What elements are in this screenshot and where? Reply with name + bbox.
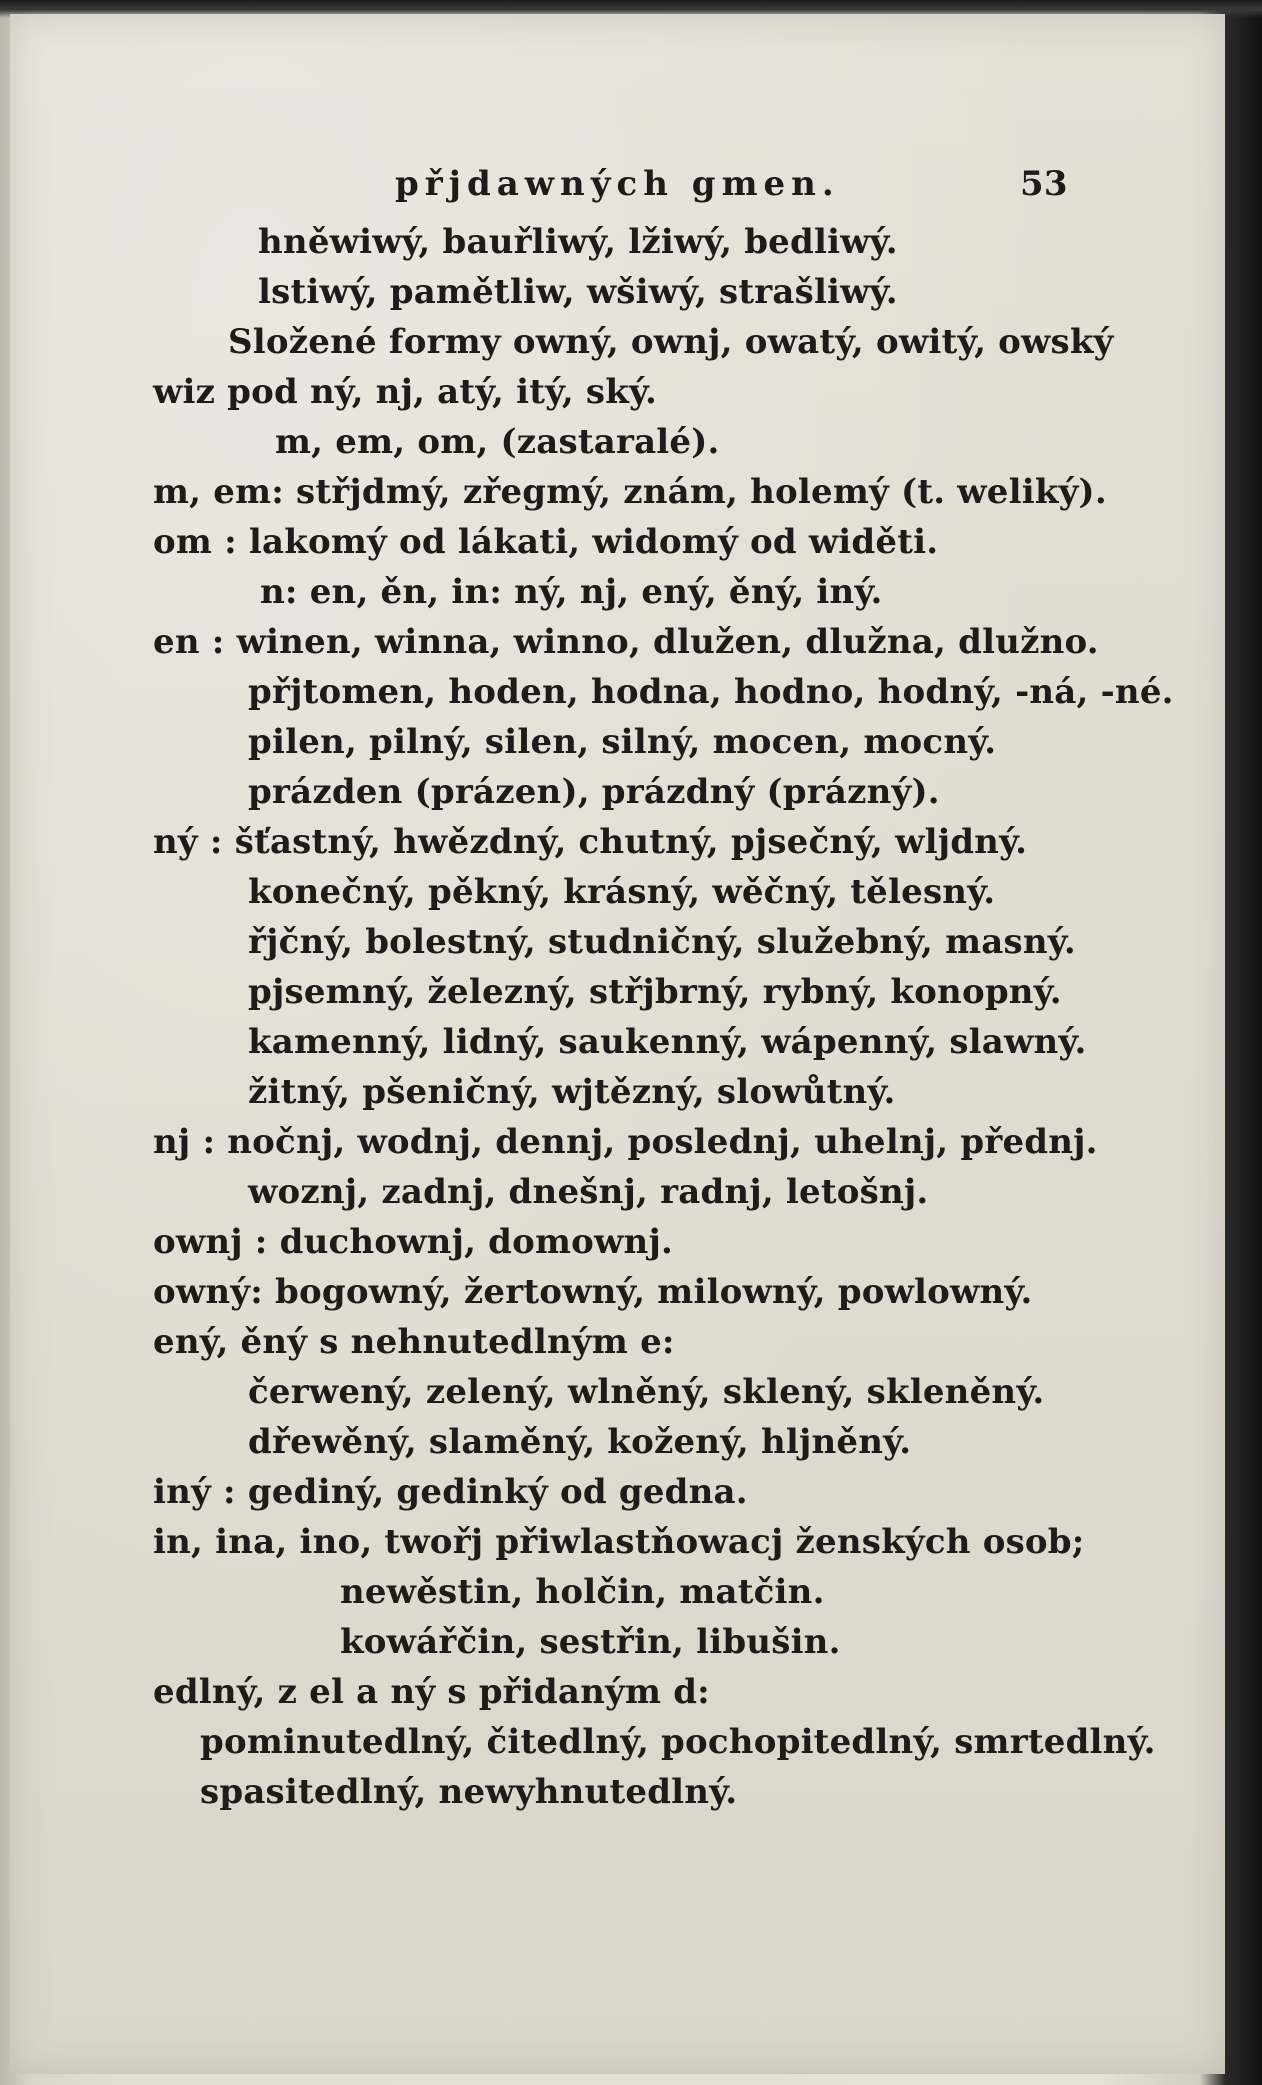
text-line: iný : gediný, gedinký od gedna. bbox=[153, 1472, 748, 1512]
text-line: m, em, om, (zastaralé). bbox=[275, 422, 720, 462]
text-line: woznj, zadnj, dnešnj, radnj, letošnj. bbox=[248, 1172, 929, 1212]
text-line: ný : šťastný, hwězdný, chutný, pjsečný, wljdný. bbox=[153, 822, 1028, 862]
text-line: hněwiwý, bauřliwý, lžiwý, bedliwý. bbox=[258, 222, 898, 262]
page-number: 53 bbox=[1020, 164, 1068, 204]
text-line: n: en, ěn, in: ný, nj, ený, ěný, iný. bbox=[260, 572, 883, 612]
text-line: kamenný, lidný, saukenný, wápenný, slawný. bbox=[248, 1022, 1087, 1062]
text-line: konečný, pěkný, krásný, wěčný, tělesný. bbox=[248, 872, 996, 912]
text-line: pominutedlný, čitedlný, pochopitedlný, smrtedlný. bbox=[200, 1722, 1156, 1762]
text-line: spasitedlný, newyhnutedlný. bbox=[200, 1772, 738, 1812]
text-line: ownj : duchownj, domownj. bbox=[153, 1222, 673, 1262]
text-line: dřewěný, slaměný, kožený, hljněný. bbox=[248, 1422, 912, 1462]
text-line: in, ina, ino, twořj přiwlastňowacj ženských osob; bbox=[153, 1522, 1085, 1562]
running-header-title: přjdawných gmen. bbox=[395, 164, 840, 204]
text-line: nj : nočnj, wodnj, dennj, poslednj, uhelnj, přednj. bbox=[153, 1122, 1098, 1162]
text-line: pjsemný, železný, střjbrný, rybný, konopný. bbox=[248, 972, 1062, 1012]
text-line: owný: bogowný, žertowný, milowný, powlowný. bbox=[153, 1272, 1033, 1312]
text-line: ený, ěný s nehnutedlným e: bbox=[153, 1322, 675, 1362]
text-line: m, em: střjdmý, zřegmý, znám, holemý (t. weliký). bbox=[153, 472, 1107, 512]
text-line: přjtomen, hoden, hodna, hodno, hodný, -ná, -né. bbox=[248, 672, 1174, 712]
text-line: edlný, z el a ný s přidaným d: bbox=[153, 1672, 710, 1712]
text-line: en : winen, winna, winno, dlužen, dlužna, dlužno. bbox=[153, 622, 1099, 662]
text-line: pilen, pilný, silen, silný, mocen, mocný. bbox=[248, 722, 997, 762]
text-line: čerwený, zelený, wlněný, sklený, skleněný. bbox=[248, 1372, 1045, 1412]
text-line: om : lakomý od lákati, widomý od widěti. bbox=[153, 522, 939, 562]
text-line: prázden (prázen), prázdný (prázný). bbox=[248, 772, 940, 812]
text-line: žitný, pšeničný, wjtězný, slowůtný. bbox=[248, 1072, 896, 1112]
text-line: Složené formy owný, ownj, owatý, owitý, owský bbox=[228, 322, 1114, 362]
text-line: kowářčin, sestřin, libušin. bbox=[340, 1622, 841, 1662]
text-line: lstiwý, pamětliw, wšiwý, strašliwý. bbox=[258, 272, 898, 312]
text-line: wiz pod ný, nj, atý, itý, ský. bbox=[153, 372, 658, 412]
text-line: řjčný, bolestný, studničný, služebný, masný. bbox=[248, 922, 1076, 962]
text-line: newěstin, holčin, matčin. bbox=[340, 1572, 825, 1612]
book-page bbox=[10, 14, 1225, 2074]
